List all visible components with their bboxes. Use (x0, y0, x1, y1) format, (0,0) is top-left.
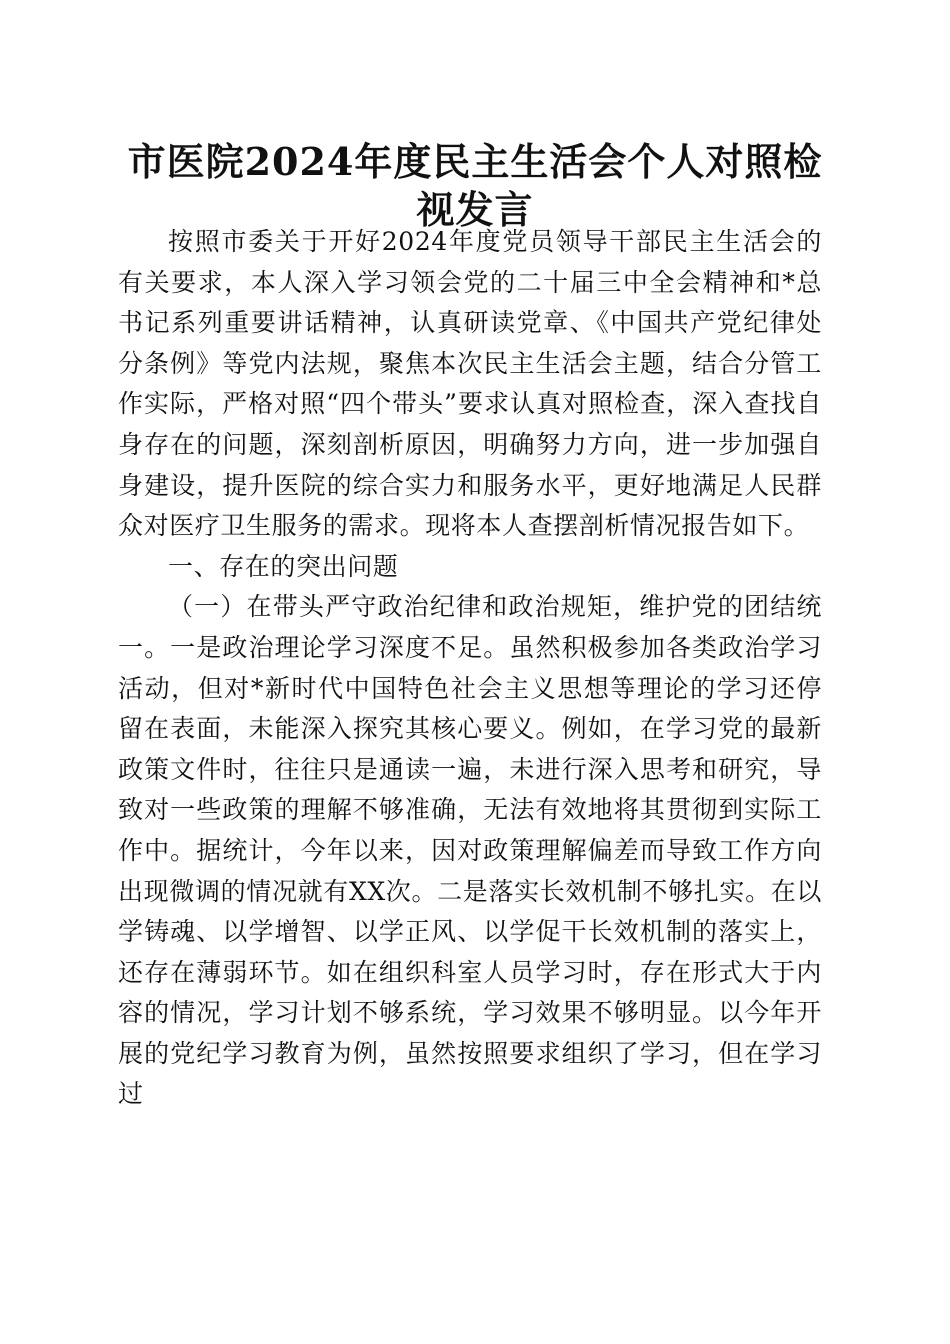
intro-paragraph: 按照市委关于开好2024年度党员领导干部民主生活会的有关要求，本人深入学习领会党的二十届三中全会精神和*总书记系列重要讲话精神，认真研读党章、《中国共产党纪律处分条例》等党内法规，聚焦本次民主生活会主题，结合分管工作实际，严格对照“四个带头”要求认真对照检查，深入查找自身存在的问题，深刻剖析原因，明确努力方向，进一步加强自身建设，提升医院的综合实力和服务水平，更好地满足人民群众对医疗卫生服务的需求。现将本人查摆剖析情况报告如下。 (118, 227, 822, 541)
section-heading: 一、存在的突出问题 (168, 551, 399, 581)
document-body (118, 222, 822, 1115)
document-title: 市医院2024年度民主生活会个人对照检视发言 (127, 139, 823, 232)
section-paragraph: （一）在带头严守政治纪律和政治规矩，维护党的团结统一。一是政治理论学习深度不足。虽然积极参加各类政治学习活动，但对*新时代中国特色社会主义思想等理论的学习还停留在表面，未能深入探究其核心要义。例如，在学习党的最新政策文件时，往往只是通读一遍，未进行深入思考和研究，导致对一些政策的理解不够准确，无法有效地将其贯彻到实际工作中。据统计，今年以来，因对政策理解偏差而导致工作方向出现微调的情况就有XX次。二是落实长效机制不够扎实。在以学铸魂、以学增智、以学正风、以学促干长效机制的落实上，还存在薄弱环节。如在组织科室人员学习时，存在形式大于内容的情况，学习计划不够系统，学习效果不够明显。以今年开展的党纪学习教育为例，虽然按照要求组织了学习，但在学习过 (118, 592, 822, 1109)
